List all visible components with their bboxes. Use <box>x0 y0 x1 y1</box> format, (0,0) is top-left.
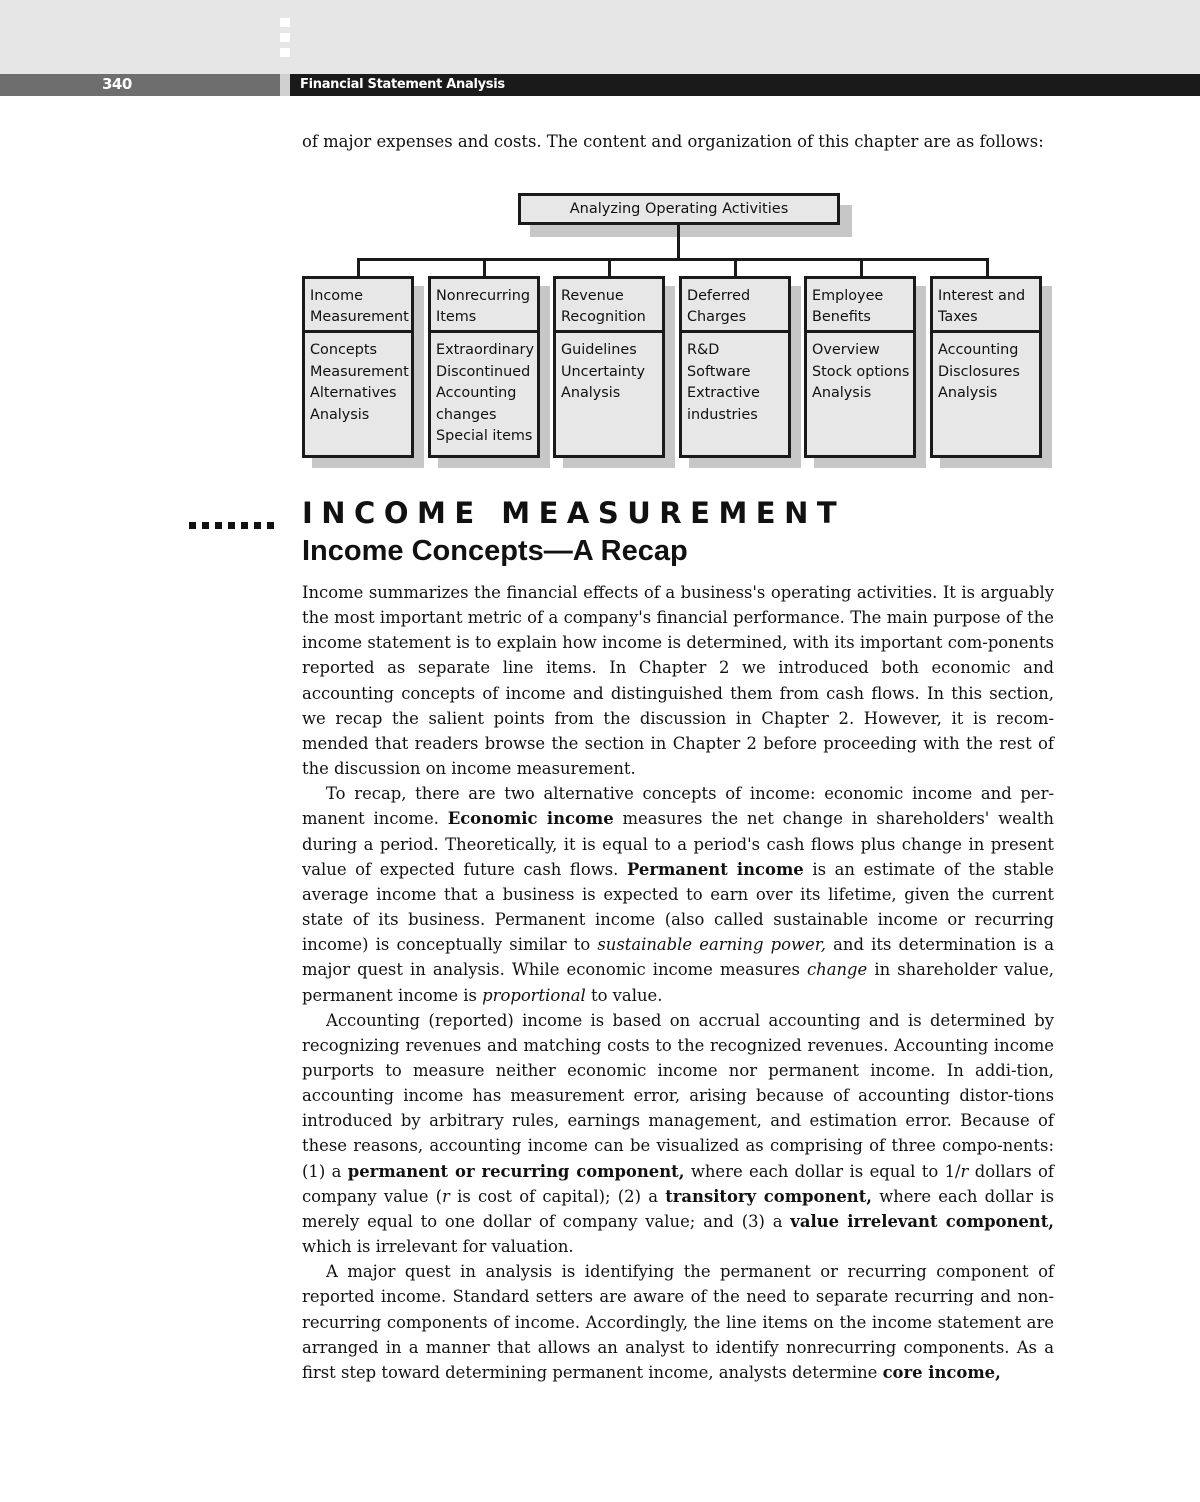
running-head-title: Financial Statement Analysis <box>300 77 505 92</box>
node-items: Overview Stock options Analysis <box>812 342 910 402</box>
diagram-node-deferred-charges <box>679 276 791 458</box>
term-economic-income: Economic income <box>447 809 614 829</box>
connector-line <box>357 258 989 261</box>
term-permanent-income: Permanent income <box>627 859 804 879</box>
intro-paragraph: of major expenses and costs. The content and organization of this chapter are as follows: <box>302 132 1044 151</box>
term-value-irrelevant-component: value irrelevant component, <box>790 1211 1054 1231</box>
node-items: Accounting Disclosures Analysis <box>938 342 1020 402</box>
paragraph: A major quest in analysis is identifying the permanent or recurring component of reported income. Standard setters are aware of the need to separate recurring and non-recurring components of income. Accordingly, the line items on the income statement are arranged in a manner that allows an analyst to identify nonrecurring components. As a first step toward determining permanent income, analysts determine core income, <box>302 1262 1054 1382</box>
node-title: Deferred Charges <box>682 279 788 333</box>
node-items: Extraordinary Discontinued Accounting changes Special items <box>436 342 534 445</box>
subsection-title: Income Concepts—A Recap <box>302 535 688 567</box>
node-title: Income Measurement <box>305 279 411 333</box>
section-dot-leader <box>189 514 280 533</box>
section-title: INCOME MEASUREMENT <box>302 496 846 530</box>
paragraph: Income summarizes the financial effects of a business's operating activities. It is arguably the most important metric of a company's financial performance. The main purpose of the income statement is to explain how income is determined, with its important com-ponents reported as separate line items. In Chapter 2 we introduced both economic and accounting concepts of income and distinguished them from cash flows. In this section, we recap the salient points from the discussion in Chapter 2. However, it is recom-mended that readers browse the section in Chapter 2 before proceeding with the rest of the discussion on income measurement. <box>302 583 1054 779</box>
node-title: Employee Benefits <box>807 279 913 333</box>
node-title: Revenue Recognition <box>556 279 662 333</box>
diagram-root-box: Analyzing Operating Activities <box>518 193 840 225</box>
paragraph: Accounting (reported) income is based on accrual accounting and is determined by recognizing revenues and matching costs to the recognized revenues. Accounting income purports to measure neither economic income nor permanent income. In addi-tion, accounting income has measurement error, arising because of accounting distor-tions introduced by arbitrary rules, earnings management, and estimation error. Because of these reasons, accounting income can be visualized as comprising of three compo-nents: (1) a permanent or recurring component, where each dollar is equal to 1/r dollars of company value (r is cost of capital); (2) a transitory component, where each dollar is merely equal to one dollar of company value; and (3) a value irrelevant component, which is irrelevant for valuation. <box>302 1010 1054 1257</box>
diagram-node-employee-benefits <box>804 276 916 458</box>
diagram-node-nonrecurring-items <box>428 276 540 458</box>
node-title: Interest and Taxes <box>933 279 1039 333</box>
body-text <box>302 580 1054 1385</box>
term-permanent-component: permanent or recurring component, <box>347 1161 685 1181</box>
connector-line <box>677 225 680 260</box>
page-number: 340 <box>102 75 132 93</box>
node-title: Nonrecurring Items <box>431 279 537 333</box>
node-items: R&D Software Extractive industries <box>687 342 760 423</box>
diagram-node-interest-and-taxes <box>930 276 1042 458</box>
chapter-organization-diagram <box>0 0 1200 500</box>
diagram-node-revenue-recognition <box>553 276 665 458</box>
node-items: Concepts Measurement Alternatives Analysis <box>310 342 409 423</box>
node-items: Guidelines Uncertainty Analysis <box>561 342 646 402</box>
diagram-node-income-measurement <box>302 276 414 458</box>
paragraph: To recap, there are two alternative concepts of income: economic income and per-manent income. Economic income measures the net change in shareholders' wealth during a period. Theoretically, it is equal to a period's cash flows plus change in present value of expected future cash flows. Permanent income is an estimate of the stable average income that a business is expected to earn over its lifetime, given the current state of its business. Permanent income (also called sustainable income or recurring income) is conceptually similar to sustainable earning power, and its determination is a major quest in analysis. While economic income measures change in shareholder value, permanent income is proportional to value. <box>302 784 1055 1005</box>
term-core-income: core income, <box>882 1362 1001 1382</box>
term-transitory-component: transitory component, <box>665 1186 872 1206</box>
